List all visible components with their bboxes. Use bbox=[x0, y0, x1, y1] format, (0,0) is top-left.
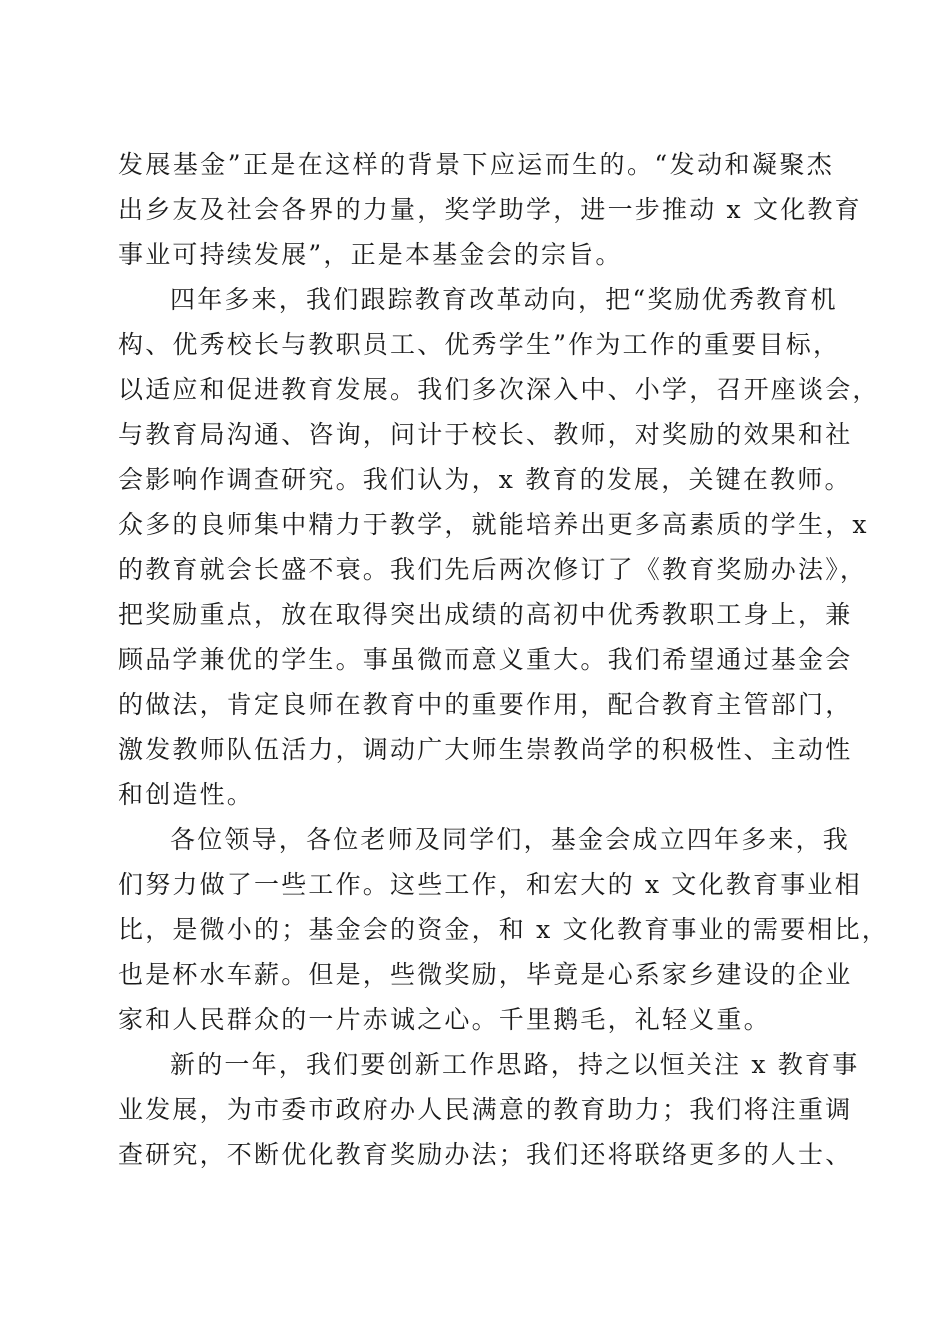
text-line: 事业可持续发展”，正是本基金会的宗旨。 bbox=[118, 240, 623, 269]
text-line: 的做法，肯定良师在教育中的重要作用，配合教育主管部门， bbox=[118, 690, 853, 719]
paragraph bbox=[118, 277, 880, 817]
text-line: 出乡友及社会各界的力量，奖学助学，进一步推动 x 文化教育 bbox=[118, 195, 862, 224]
text-line: 和创造性。 bbox=[118, 780, 255, 809]
paragraph bbox=[118, 817, 889, 1042]
text-line: 众多的良师集中精力于教学，就能培养出更多高素质的学生，x bbox=[118, 510, 869, 539]
text-line: 四年多来，我们跟踪教育改革动向，把“奖励优秀教育机 bbox=[170, 285, 838, 314]
text-line: 各位领导，各位老师及同学们，基金会成立四年多来，我 bbox=[170, 825, 851, 854]
text-line: 发展基金”正是在这样的背景下应运而生的。“发动和凝聚杰 bbox=[118, 150, 834, 179]
text-line: 比，是微小的；基金会的资金，和 x 文化教育事业的需要相比， bbox=[118, 915, 889, 944]
paragraph bbox=[118, 142, 862, 277]
document-body bbox=[118, 142, 889, 1177]
text-line: 以适应和促进教育发展。我们多次深入中、小学，召开座谈会， bbox=[118, 375, 880, 404]
text-line: 也是杯水车薪。但是，些微奖励，毕竟是心系家乡建设的企业 bbox=[118, 960, 853, 989]
text-line: 顾品学兼优的学生。事虽微而意义重大。我们希望通过基金会 bbox=[118, 645, 853, 674]
text-line: 激发教师队伍活力，调动广大师生崇教尚学的积极性、主动性 bbox=[118, 735, 853, 764]
text-line: 会影响作调查研究。我们认为，x 教育的发展，关键在教师。 bbox=[118, 465, 852, 494]
text-line: 业发展，为市委市政府办人民满意的教育助力；我们将注重调 bbox=[118, 1095, 853, 1124]
text-line: 家和人民群众的一片赤诚之心。千里鹅毛，礼轻义重。 bbox=[118, 1005, 771, 1034]
text-line: 们努力做了一些工作。这些工作，和宏大的 x 文化教育事业相 bbox=[118, 870, 862, 899]
paragraph bbox=[118, 1042, 860, 1177]
text-line: 与教育局沟通、咨询，问计于校长、教师，对奖励的效果和社 bbox=[118, 420, 853, 449]
text-line: 的教育就会长盛不衰。我们先后两次修订了《教育奖励办法》， bbox=[118, 555, 868, 584]
text-line: 查研究，不断优化教育奖励办法；我们还将联络更多的人士、 bbox=[118, 1140, 853, 1169]
text-line: 构、优秀校长与教职员工、优秀学生”作为工作的重要目标， bbox=[118, 330, 841, 359]
text-line: 把奖励重点，放在取得突出成绩的高初中优秀教职工身上，兼 bbox=[118, 600, 853, 629]
text-line: 新的一年，我们要创新工作思路，持之以恒关注 x 教育事 bbox=[170, 1050, 860, 1079]
